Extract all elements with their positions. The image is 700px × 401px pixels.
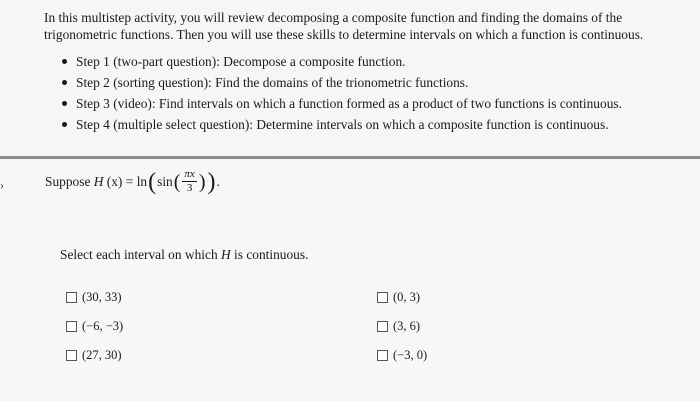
option-label: (−3, 0): [393, 348, 428, 362]
checkbox[interactable]: [66, 292, 77, 303]
function-definition: [45, 169, 220, 194]
checkbox[interactable]: [377, 321, 388, 332]
instruction-text: [60, 247, 308, 263]
question-section: [0, 159, 700, 401]
equals-sign: =: [125, 173, 134, 189]
fraction: [182, 169, 196, 194]
option-27-30[interactable]: [66, 348, 122, 363]
function-arg: (x): [106, 173, 123, 189]
sin-operator: sin: [157, 173, 173, 189]
option-label: (3, 6): [393, 319, 421, 333]
option-3-6[interactable]: [377, 319, 420, 334]
step-item-3: Step 3 (video): Find intervals on which a function formed as a product of two functions is continuous.: [60, 94, 622, 115]
intro-paragraph: In this multistep activity, you will review decomposing a composite function and finding the domains of the trigonometric functions. Then you will use these skills to determine intervals on which a function is continuous.: [44, 10, 644, 42]
suppose-label: Suppose: [45, 173, 91, 189]
close-paren-outer: ): [207, 168, 216, 195]
period: .: [216, 173, 220, 189]
option-label: (27, 30): [82, 348, 122, 362]
checkbox[interactable]: [66, 350, 77, 361]
steps-list: [60, 52, 622, 136]
open-paren-inner: (: [173, 170, 181, 193]
option-30-33[interactable]: [66, 290, 122, 305]
intro-section: [0, 0, 700, 156]
open-paren-outer: (: [148, 168, 157, 195]
close-paren-inner: ): [198, 170, 206, 193]
instruction-post: is continuous.: [234, 247, 309, 262]
fraction-denominator: 3: [186, 182, 193, 194]
fraction-numerator: πx: [184, 168, 195, 180]
step-item-1: Step 1 (two-part question): Decompose a composite function.: [60, 52, 622, 73]
option-label: (−6, −3): [82, 319, 124, 333]
option-0-3[interactable]: [377, 290, 420, 305]
instruction-pre: Select each interval on which: [60, 247, 218, 262]
checkbox[interactable]: [66, 321, 77, 332]
checkbox[interactable]: [377, 350, 388, 361]
checkbox[interactable]: [377, 292, 388, 303]
chevron-right-icon: ›: [0, 178, 4, 192]
instruction-var: H: [221, 247, 231, 262]
option-label: (0, 3): [393, 290, 421, 304]
option-label: (30, 33): [82, 290, 122, 304]
option-neg3-0[interactable]: [377, 348, 427, 363]
option-neg6-neg3[interactable]: [66, 319, 123, 334]
step-item-2: Step 2 (sorting question): Find the domains of the trionometric functions.: [60, 73, 622, 94]
function-name: H: [93, 173, 104, 189]
step-item-4: Step 4 (multiple select question): Determine intervals on which a composite function is continuous.: [60, 115, 622, 136]
ln-operator: ln: [136, 173, 148, 189]
